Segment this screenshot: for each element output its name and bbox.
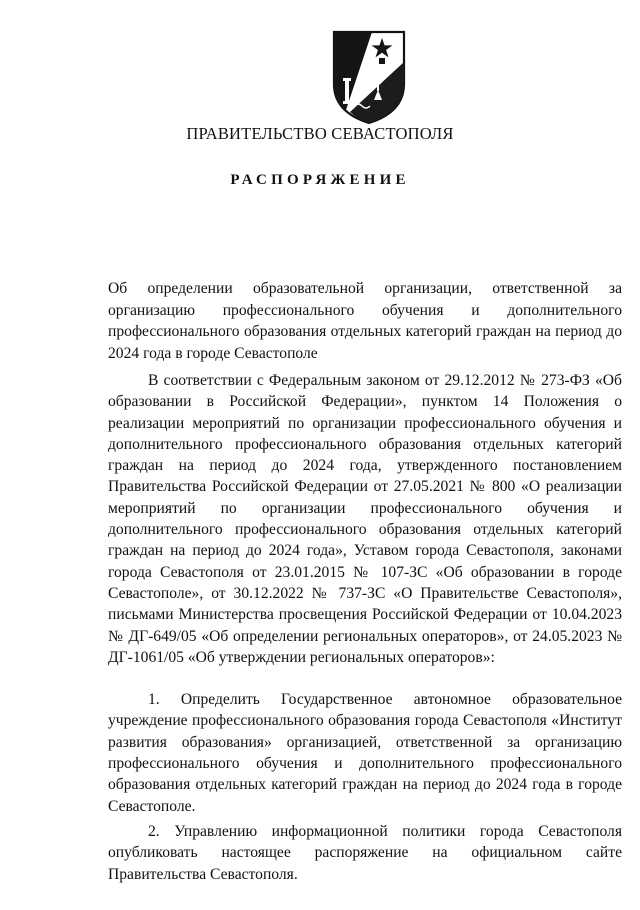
order-item-2: 2. Управлению информационной политики города Севастополя опубликовать настоящее распоряжение на официальном сайте Правительства Севастополя. [108,822,622,883]
order-item-1: 1. Определить Государственное автономное образовательное учреждение профессионального образования города Севастополя «Институт развития образования» организацией, ответственной за организацию профессионального обучения и дополнительного профессионального образования отдельных категорий граждан на период до 2024 года в городе Севастополе. [108,691,622,815]
preamble-paragraph: В соответствии с Федеральным законом от 29.12.2012 № 273-ФЗ «Об образовании в Российской Федерации», пунктом 14 Положения о реализации мероприятий по организации профессионального обучения и дополнительного профессионального образования отдельных категорий граждан на период до 2024 года, утвержденного постановлением Правительства Российской Федерации от 27.05.2021 № 800 «О реализации мероприятий по организации профессионального обучения и дополнительного профессионального образования отдельных категорий граждан на период до 2024 года», Уставом города Севастополя, законами города Севастополя от 23.01.2015 № 107-ЗС «Об образовании в городе Севастополе», от 30.12.2022 № 737-ЗС «О Правительстве Севастополя», письмами Министерства просвещения Российской Федерации от 10.04.2023 № ДГ-649/05 «Об определении региональных операторов», от 24.05.2023 № ДГ-1061/05 «Об утверждении региональных операторов»: [108,372,622,666]
government-title: ПРАВИТЕЛЬСТВО СЕВАСТОПОЛЯ [186,124,454,143]
document-body [108,370,622,885]
document-type: РАСПОРЯЖЕНИЕ [230,172,410,188]
sevastopol-coat-of-arms-icon [328,28,410,126]
document-subject: Об определении образовательной организации, ответственной за организацию профессионального обучения и дополнительного профессионального образования отдельных категорий граждан на период до 2024 года в городе Севастополе [108,280,622,362]
